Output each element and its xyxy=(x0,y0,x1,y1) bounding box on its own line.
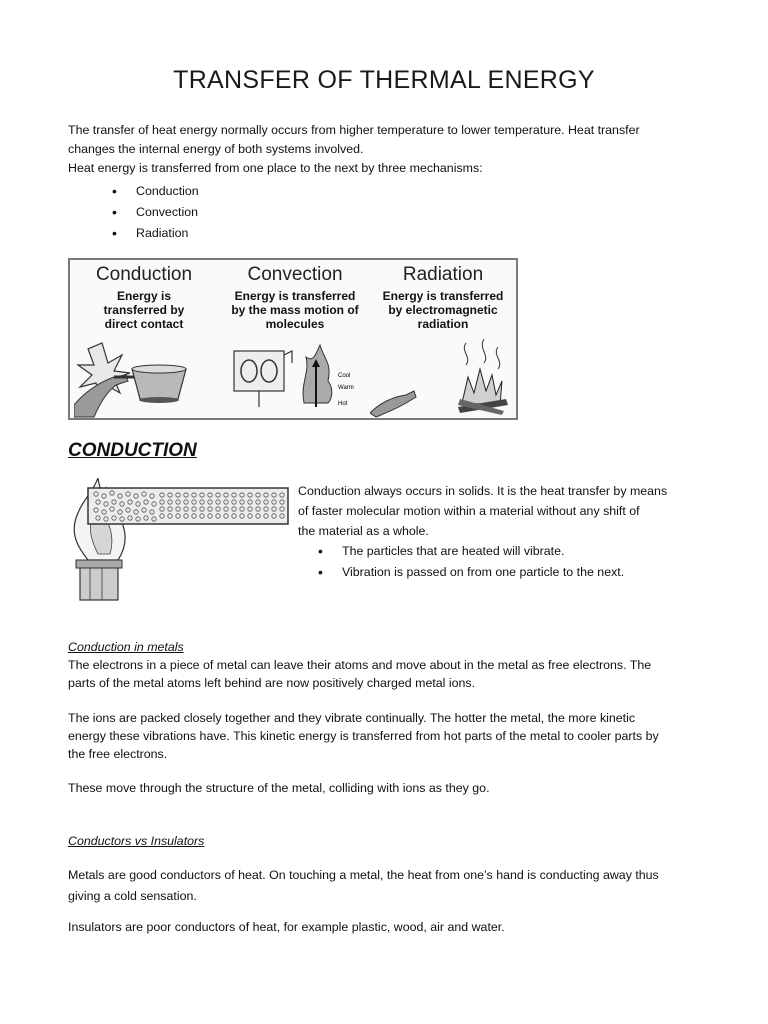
figure-desc-line: by the mass motion of xyxy=(231,303,359,317)
hand-touching-pot-illustration xyxy=(74,333,214,418)
convection-label: Hot xyxy=(338,401,348,407)
figure-radiation-panel xyxy=(370,260,516,418)
figure-desc-line: radiation xyxy=(417,317,469,331)
list-item: • The particles that are heated will vibrate. xyxy=(318,541,624,562)
list-item: • Vibration is passed on from one particle to the next. xyxy=(318,562,624,583)
conduction-line: of faster molecular motion within a material without any shift of xyxy=(298,504,640,518)
text-line: giving a cold sensation. xyxy=(68,889,197,903)
metals-paragraph-3: These move through the structure of the metal, colliding with ions as they go. xyxy=(68,781,490,795)
figure-desc-line: Energy is transferred xyxy=(382,289,504,303)
figure-desc-line: transferred by xyxy=(103,303,185,317)
figure-desc-line: Energy is transferred xyxy=(234,289,356,303)
figure-desc-line: by electromagnetic xyxy=(388,303,498,317)
insulators-paragraph-1 xyxy=(68,865,708,907)
heat-transfer-figure xyxy=(68,258,518,420)
insulators-paragraph-2: Insulators are poor conductors of heat, for example plastic, wood, air and water. xyxy=(68,920,505,934)
figure-convection-panel xyxy=(220,260,370,418)
mechanisms-list xyxy=(112,181,199,244)
convection-beaker-illustration xyxy=(220,333,370,418)
figure-desc-line: Energy is xyxy=(116,289,172,303)
figure-desc-line: molecules xyxy=(265,317,325,331)
intro-line: The transfer of heat energy normally occurs from higher temperature to lower temperature. Heat transfer xyxy=(68,123,640,137)
intro-line: changes the internal energy of both systems involved. xyxy=(68,142,364,156)
text-line: The electrons in a piece of metal can leave their atoms and move about in the metal as free electrons. The xyxy=(68,658,652,672)
text-line: the free electrons. xyxy=(68,747,168,761)
text-line: energy these vibrations have. This kinetic energy is transferred from hot parts of the metal to cooler parts by xyxy=(68,729,659,743)
conduction-bullets xyxy=(318,541,624,583)
page-title: TRANSFER OF THERMAL ENERGY xyxy=(173,66,595,94)
figure-heading: Convection xyxy=(247,264,343,285)
intro-paragraph xyxy=(68,121,708,178)
figure-description xyxy=(370,289,516,331)
list-item: • Radiation xyxy=(112,223,199,244)
subheading-conductors-vs-insulators: Conductors vs Insulators xyxy=(68,834,205,848)
figure-description xyxy=(74,289,214,331)
metals-paragraph-2 xyxy=(68,709,708,763)
figure-desc-line: direct contact xyxy=(104,317,184,331)
list-item: • Convection xyxy=(112,202,199,223)
campfire-radiation-illustration xyxy=(370,333,516,418)
conduction-line: Conduction always occurs in solids. It is the heat transfer by means xyxy=(298,484,668,498)
list-item: • Conduction xyxy=(112,181,199,202)
convection-label: Cool xyxy=(338,373,351,379)
metals-paragraph-1 xyxy=(68,656,708,692)
subheading-conduction-in-metals: Conduction in metals xyxy=(68,640,184,654)
intro-line: Heat energy is transferred from one place to the next by three mechanisms: xyxy=(68,161,483,175)
text-line: Metals are good conductors of heat. On touching a metal, the heat from one’s hand is conducting away thus xyxy=(68,868,659,882)
figure-heading: Radiation xyxy=(402,264,484,285)
heated-rod-illustration xyxy=(62,478,292,603)
conduction-description xyxy=(298,481,698,541)
text-line: parts of the metal atoms left behind are now positively charged metal ions. xyxy=(68,676,476,690)
text-line: The ions are packed closely together and they vibrate continually. The hotter the metal, the more kinetic xyxy=(68,711,636,725)
convection-label: Warm xyxy=(338,385,354,391)
figure-conduction-panel xyxy=(74,260,214,418)
conduction-line: the material as a whole. xyxy=(298,524,429,538)
figure-description xyxy=(220,289,370,331)
section-heading-conduction: CONDUCTION xyxy=(68,440,197,461)
figure-heading: Conduction xyxy=(95,264,193,285)
